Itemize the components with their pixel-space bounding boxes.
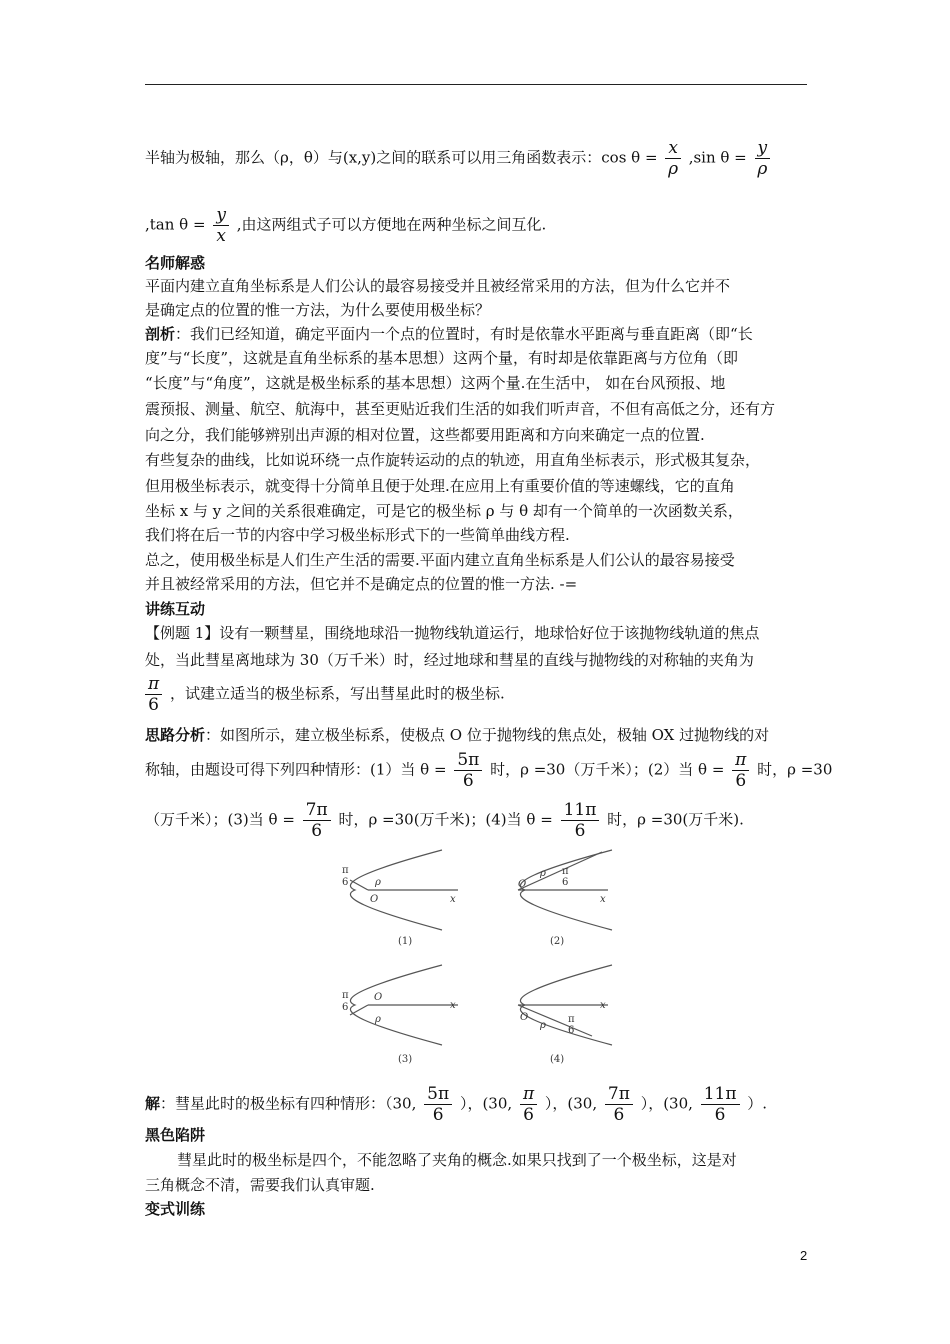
frac-den: 6 xyxy=(714,1105,726,1125)
section-title-heise: 黑色陷阱 xyxy=(145,1126,206,1144)
paragraph-line: “长度”与“角度”，这就是极坐标系的基本思想）这两个量.在生活中， 如在台风预报、地 xyxy=(145,374,726,392)
paragraph-line: 彗星此时的极坐标是四个，不能忽略了夹角的概念.如果只找到了一个极坐标，这是对 xyxy=(177,1151,737,1169)
frac-num: 5π xyxy=(424,1084,452,1105)
frac-num: π xyxy=(732,750,749,771)
frac-num: y xyxy=(755,138,771,159)
paragraph-line: 度”与“长度”，这就是直角坐标系的基本思想）这两个量，有时却是依靠距离与方位角（即 xyxy=(145,349,739,367)
section-title-mingshi: 名师解惑 xyxy=(145,254,206,272)
paragraph-line: 总之，使用极坐标是人们生产生活的需要.平面内建立直角坐标系是人们公认的最容易接受 xyxy=(145,551,735,569)
text: 时，ρ =30（万千米）；(2）当 θ = xyxy=(490,760,725,779)
text: 时，ρ =30(万千米). xyxy=(607,810,744,829)
fig-caption: (1) xyxy=(398,936,413,947)
paragraph-line: 平面内建立直角坐标系是人们公认的最容易接受并且被经常采用的方法，但为什么它并不 xyxy=(145,277,731,295)
intro-line-2 xyxy=(145,205,810,246)
intro-line-1 xyxy=(145,138,810,179)
fig-caption: (4) xyxy=(550,1054,565,1065)
text: ），(30, xyxy=(544,1094,598,1113)
fig-x-label: x xyxy=(450,1000,456,1011)
fig-o-label: O xyxy=(370,894,379,905)
header-rule xyxy=(145,84,807,85)
frac-den: 6 xyxy=(311,821,323,841)
fig-rho-label: ρ xyxy=(375,877,381,888)
paragraph-line xyxy=(145,674,810,715)
text: 时，ρ =30 xyxy=(757,760,833,779)
text: ），(30, xyxy=(640,1094,693,1113)
frac-num: π xyxy=(145,674,162,695)
text: ），(30, xyxy=(459,1094,513,1113)
intro-text: 半轴为极轴，那么（ρ，θ）与(x,y)之间的联系可以用三角函数表示：cos θ = xyxy=(145,148,658,167)
paragraph-line: 三角概念不清，需要我们认真审题. xyxy=(145,1176,375,1194)
frac-y-over-rho xyxy=(755,138,771,179)
fig-o-label: O xyxy=(374,992,383,1003)
fig-6-label: 6 xyxy=(342,1002,349,1013)
frac-11pi-over-6 xyxy=(561,800,600,841)
frac-pi-over-6 xyxy=(145,674,162,715)
page-number: 2 xyxy=(800,1248,808,1263)
frac-num: 11π xyxy=(561,800,600,821)
parabola-figures xyxy=(330,840,630,1080)
intro-text-mid: ,sin θ = xyxy=(688,148,747,167)
frac-pi-over-6 xyxy=(732,750,749,791)
paragraph-line: 【例题 1】设有一颗彗星，围绕地球沿一抛物线轨道运行，地球恰好位于该抛物线轨道的焦点 xyxy=(145,624,760,642)
paragraph-line: 震预报、测量、航空、航海中，甚至更贴近我们生活的如我们听声音，不但有高低之分，还有方 xyxy=(145,400,776,418)
frac-num: 7π xyxy=(605,1084,633,1105)
fig-rho-label: ρ xyxy=(540,868,546,879)
paragraph-line xyxy=(145,800,810,841)
fig-o-label: O xyxy=(520,1012,529,1023)
frac-num: 11π xyxy=(701,1084,740,1105)
paragraph-line xyxy=(145,750,833,791)
paragraph-line xyxy=(145,323,810,345)
frac-num: 5π xyxy=(454,750,482,771)
frac-num: y xyxy=(213,205,229,226)
frac-num: x xyxy=(665,138,681,159)
paragraph-line: 向之分，我们能够辨别出声源的相对位置，这些都要用距离和方向来确定一点的位置. xyxy=(145,426,705,444)
text: ，试建立适当的极坐标系，写出彗星此时的极坐标. xyxy=(169,684,505,703)
fig-x-label: x xyxy=(450,894,456,905)
frac-5pi-over-6 xyxy=(454,750,482,791)
fig-pi-label: π xyxy=(568,1014,575,1025)
paragraph-line: 坐标 x 与 y 之间的关系很难确定，可是它的极坐标 ρ 与 θ 却有一个简单的一次函数关系， xyxy=(145,502,743,520)
fig-caption: (3) xyxy=(398,1054,413,1065)
fig-6-label: 6 xyxy=(342,877,349,888)
text: ：我们已经知道，确定平面内一个点的位置时，有时是依靠水平距离与垂直距离（即“长 xyxy=(175,325,753,343)
text: 称轴，由题设可得下列四种情形：(1）当 θ = xyxy=(145,760,447,779)
frac-den: 6 xyxy=(432,1105,444,1125)
text: ：彗星此时的极坐标有四种情形：（30, xyxy=(160,1094,417,1113)
ray-4 xyxy=(518,1005,592,1036)
frac-pi-over-6 xyxy=(520,1084,537,1125)
fig-x-label: x xyxy=(600,1000,606,1011)
frac-den: 6 xyxy=(735,771,747,791)
text: 时，ρ =30(万千米)；(4)当 θ = xyxy=(338,810,553,829)
fig-6-label: 6 xyxy=(568,1025,575,1036)
frac-11pi-over-6 xyxy=(701,1084,740,1125)
fig-pi-label: π xyxy=(342,865,349,876)
frac-num: π xyxy=(520,1084,537,1105)
text: ）. xyxy=(747,1094,768,1113)
text: ：如图所示，建立极坐标系，使极点 O 位于抛物线的焦点处，极轴 OX 过抛物线的对 xyxy=(205,726,770,744)
fig-x-label: x xyxy=(600,894,606,905)
paragraph-line: 并且被经常采用的方法，但它并不是确定点的位置的惟一方法. -= xyxy=(145,575,578,593)
frac-den: ρ xyxy=(668,159,679,179)
label-pouxi: 剖析 xyxy=(145,325,176,343)
frac-den: 6 xyxy=(523,1105,534,1125)
frac-5pi-over-6 xyxy=(424,1084,452,1125)
frac-den: x xyxy=(216,226,226,246)
section-title-jianglian: 讲练互动 xyxy=(145,600,206,618)
label-jie: 解 xyxy=(145,1094,161,1113)
paragraph-line: 是确定点的位置的惟一方法，为什么要使用极坐标？ xyxy=(145,301,491,319)
frac-den: 6 xyxy=(613,1105,625,1125)
frac-den: ρ xyxy=(757,159,768,179)
paragraph-line xyxy=(145,724,810,746)
fig-caption: (2) xyxy=(550,936,565,947)
frac-7pi-over-6 xyxy=(303,800,331,841)
fig-rho-label: ρ xyxy=(540,1020,546,1031)
frac-y-over-x xyxy=(213,205,229,246)
intro-text: ,tan θ = xyxy=(145,215,206,234)
intro-text: ,由这两组式子可以方便地在两种坐标之间互化. xyxy=(236,215,547,234)
paragraph-line: 我们将在后一节的内容中学习极坐标形式下的一些简单曲线方程. xyxy=(145,526,570,544)
fig-o-label: O xyxy=(518,879,527,890)
solution-line xyxy=(145,1084,810,1125)
text: （万千米）；(3)当 θ = xyxy=(145,810,295,829)
fig-pi-label: π xyxy=(562,866,569,877)
fig-pi-label: π xyxy=(342,990,349,1001)
paragraph-line: 处，当此彗星离地球为 30（万千米）时，经过地球和彗星的直线与抛物线的对称轴的夹角为 xyxy=(145,651,754,669)
fig-6-label: 6 xyxy=(562,877,569,888)
paragraph-line: 但用极坐标表示，就变得十分简单且便于处理.在应用上有重要价值的等速螺线，它的直角 xyxy=(145,477,735,495)
frac-x-over-rho xyxy=(665,138,681,179)
frac-num: 7π xyxy=(303,800,331,821)
fig-rho-label: ρ xyxy=(375,1014,381,1025)
paragraph-line: 有些复杂的曲线，比如说环绕一点作旋转运动的点的轨迹，用直角坐标表示，形式极其复杂， xyxy=(145,451,761,469)
section-title-bianshi: 变式训练 xyxy=(145,1200,206,1218)
frac-7pi-over-6 xyxy=(605,1084,633,1125)
frac-den: 6 xyxy=(462,771,474,791)
frac-den: 6 xyxy=(148,695,159,715)
label-silu: 思路分析 xyxy=(145,726,206,744)
frac-den: 6 xyxy=(574,821,586,841)
ray-2 xyxy=(518,852,602,890)
